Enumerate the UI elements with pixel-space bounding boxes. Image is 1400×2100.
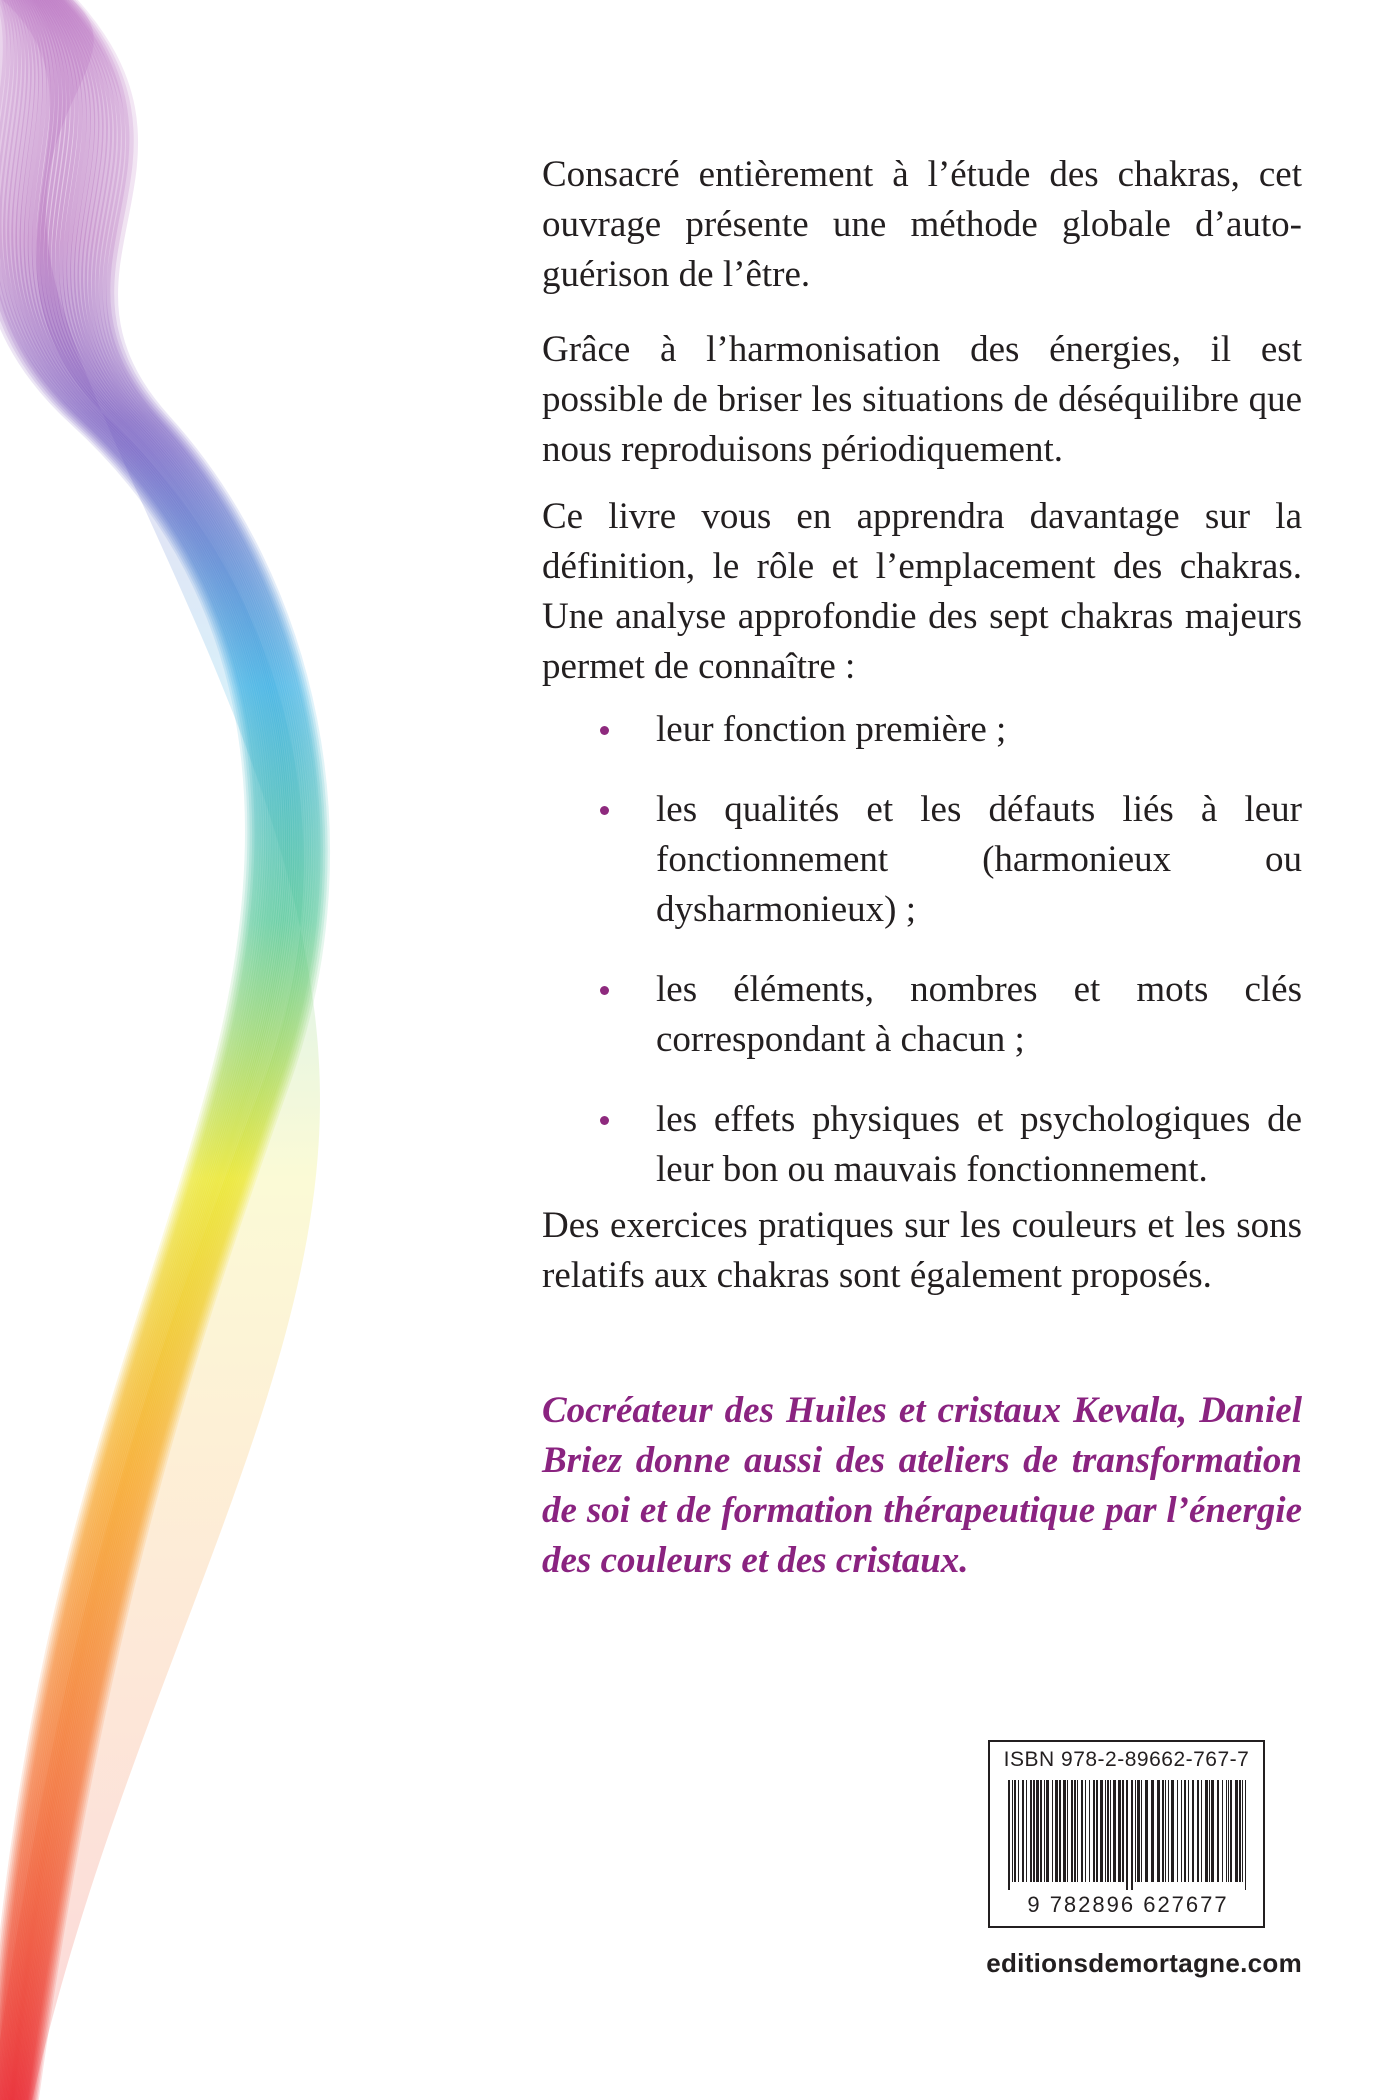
barcode-bar [1067,1780,1068,1882]
barcode-bar [1014,1780,1016,1882]
bullet-dot-icon [600,1116,609,1125]
barcode-bar [1135,1780,1136,1882]
barcode-bar [1052,1780,1053,1882]
barcode-bar [1228,1780,1229,1882]
list-item [542,785,1302,935]
barcode-bar [1211,1780,1214,1882]
barcode-bar [1081,1780,1083,1882]
barcode-bar [1008,1780,1010,1890]
barcode-bar [1181,1780,1182,1882]
list-item-text: les qualités et les défauts liés à leur fonctionnement (harmonieux ou dysharmonieux) ; [656,789,1302,930]
barcode-bar [1192,1780,1194,1882]
barcode-bar [1197,1780,1199,1882]
barcode-bar [1157,1780,1160,1882]
barcode-bar [1165,1780,1166,1882]
barcode-bar [1030,1780,1032,1882]
barcode-bar [1242,1780,1243,1882]
barcode-bar [1040,1780,1042,1882]
barcode-bar [1137,1780,1140,1882]
contents-paragraph [542,492,1302,692]
barcode-bar [1209,1780,1210,1882]
chakra-topics-list [542,705,1302,1225]
barcode-bar [1046,1780,1049,1882]
barcode-bar [1044,1780,1045,1882]
barcode-bar [1012,1780,1013,1882]
barcode-bar [1110,1780,1111,1882]
barcode-bar [1217,1780,1219,1882]
barcode-bar [1033,1780,1035,1882]
paragraph-text: Des exercices pratiques sur les couleurs et les sons relatifs aux chakras sont également proposés. [542,1205,1302,1296]
barcode-bar [1122,1780,1124,1882]
barcode-bar [1100,1780,1103,1882]
bullet-dot-icon [600,986,609,995]
barcode-bar [1141,1780,1142,1882]
exercises-paragraph [542,1201,1302,1301]
barcode-bar [1118,1780,1121,1882]
bullet-dot-icon [600,806,609,815]
publisher-website: editionsdemortagne.com [986,1948,1302,1978]
intro-paragraph [542,150,1302,300]
isbn-label: ISBN 978-2-89662-767-7 [1003,1748,1250,1771]
barcode-bar [1145,1780,1148,1882]
barcode-bar [1245,1780,1246,1890]
barcode-bar [1168,1780,1169,1882]
barcode-bar [1089,1780,1090,1882]
barcode-bar [1077,1780,1078,1882]
barcode-bar [1055,1780,1058,1882]
barcode-bar [1071,1780,1073,1882]
energy-paragraph [542,325,1302,475]
paragraph-text: Grâce à l’harmonisation des énergies, il est possible de briser les situations de déséquilibre que nous reproduisons périodiquement. [542,329,1302,470]
barcode-bar [1063,1780,1066,1882]
barcode-bar [1201,1780,1202,1882]
barcode-bar [1113,1780,1116,1882]
barcode-bar [1184,1780,1186,1882]
barcode-bar [1131,1780,1133,1890]
barcode-bar [1235,1780,1238,1882]
barcode-bar [1171,1780,1174,1882]
barcode-bar [1151,1780,1154,1882]
barcode-bar [1162,1780,1164,1882]
barcode-bar [1085,1780,1086,1882]
barcode-bar [1018,1780,1019,1882]
barcode-bar [1177,1780,1178,1882]
barcode-bar [1226,1780,1227,1882]
barcode-bar [1026,1780,1027,1882]
barcode-bar [1096,1780,1098,1882]
barcode-bar [1239,1780,1241,1882]
barcode-bar [1022,1780,1024,1882]
barcode-bar [1093,1780,1095,1882]
barcode-bar [1230,1780,1232,1882]
barcode-bar [1059,1780,1061,1882]
barcode-bar [1205,1780,1208,1882]
barcode-bar [1074,1780,1076,1882]
rainbow-ribbon-illustration [0,0,620,2100]
isbn-barcode [988,1740,1265,1928]
barcode-graphic [1002,1778,1254,1918]
paragraph-text: Consacré entièrement à l’étude des chakras, cet ouvrage présente une méthode globale d’auto-guérison de l’être. [542,154,1302,295]
barcode-bar [1105,1780,1106,1882]
list-item-text: les effets physiques et psychologiques de leur bon ou mauvais fonctionnement. [656,1099,1302,1190]
bullet-dot-icon [600,726,609,735]
barcode-bar [1222,1780,1223,1882]
barcode-digits: 9 782896 627677 [1027,1892,1229,1917]
list-item [542,965,1302,1065]
barcode-bar [1107,1780,1109,1882]
list-item [542,1095,1302,1195]
list-item-text: les éléments, nombres et mots clés correspondant à chacun ; [656,969,1302,1060]
barcode-bar [1036,1780,1039,1882]
paragraph-text: Ce livre vous en apprendra davantage sur la définition, le rôle et l’emplacement des chakras. Une analyse approfondie des sept chakras majeurs permet de connaître : [542,496,1302,687]
barcode-bar [1188,1780,1189,1882]
barcode-bar [1126,1780,1128,1890]
list-item-text: leur fonction première ; [656,709,1007,750]
list-item [542,705,1302,755]
author-bio: Cocréateur des Huiles et cristaux Kevala, Daniel Briez donne aussi des ateliers de transformation de soi et de formation thérapeutique par l’énergie des couleurs et des cristaux. [542,1390,1302,1581]
